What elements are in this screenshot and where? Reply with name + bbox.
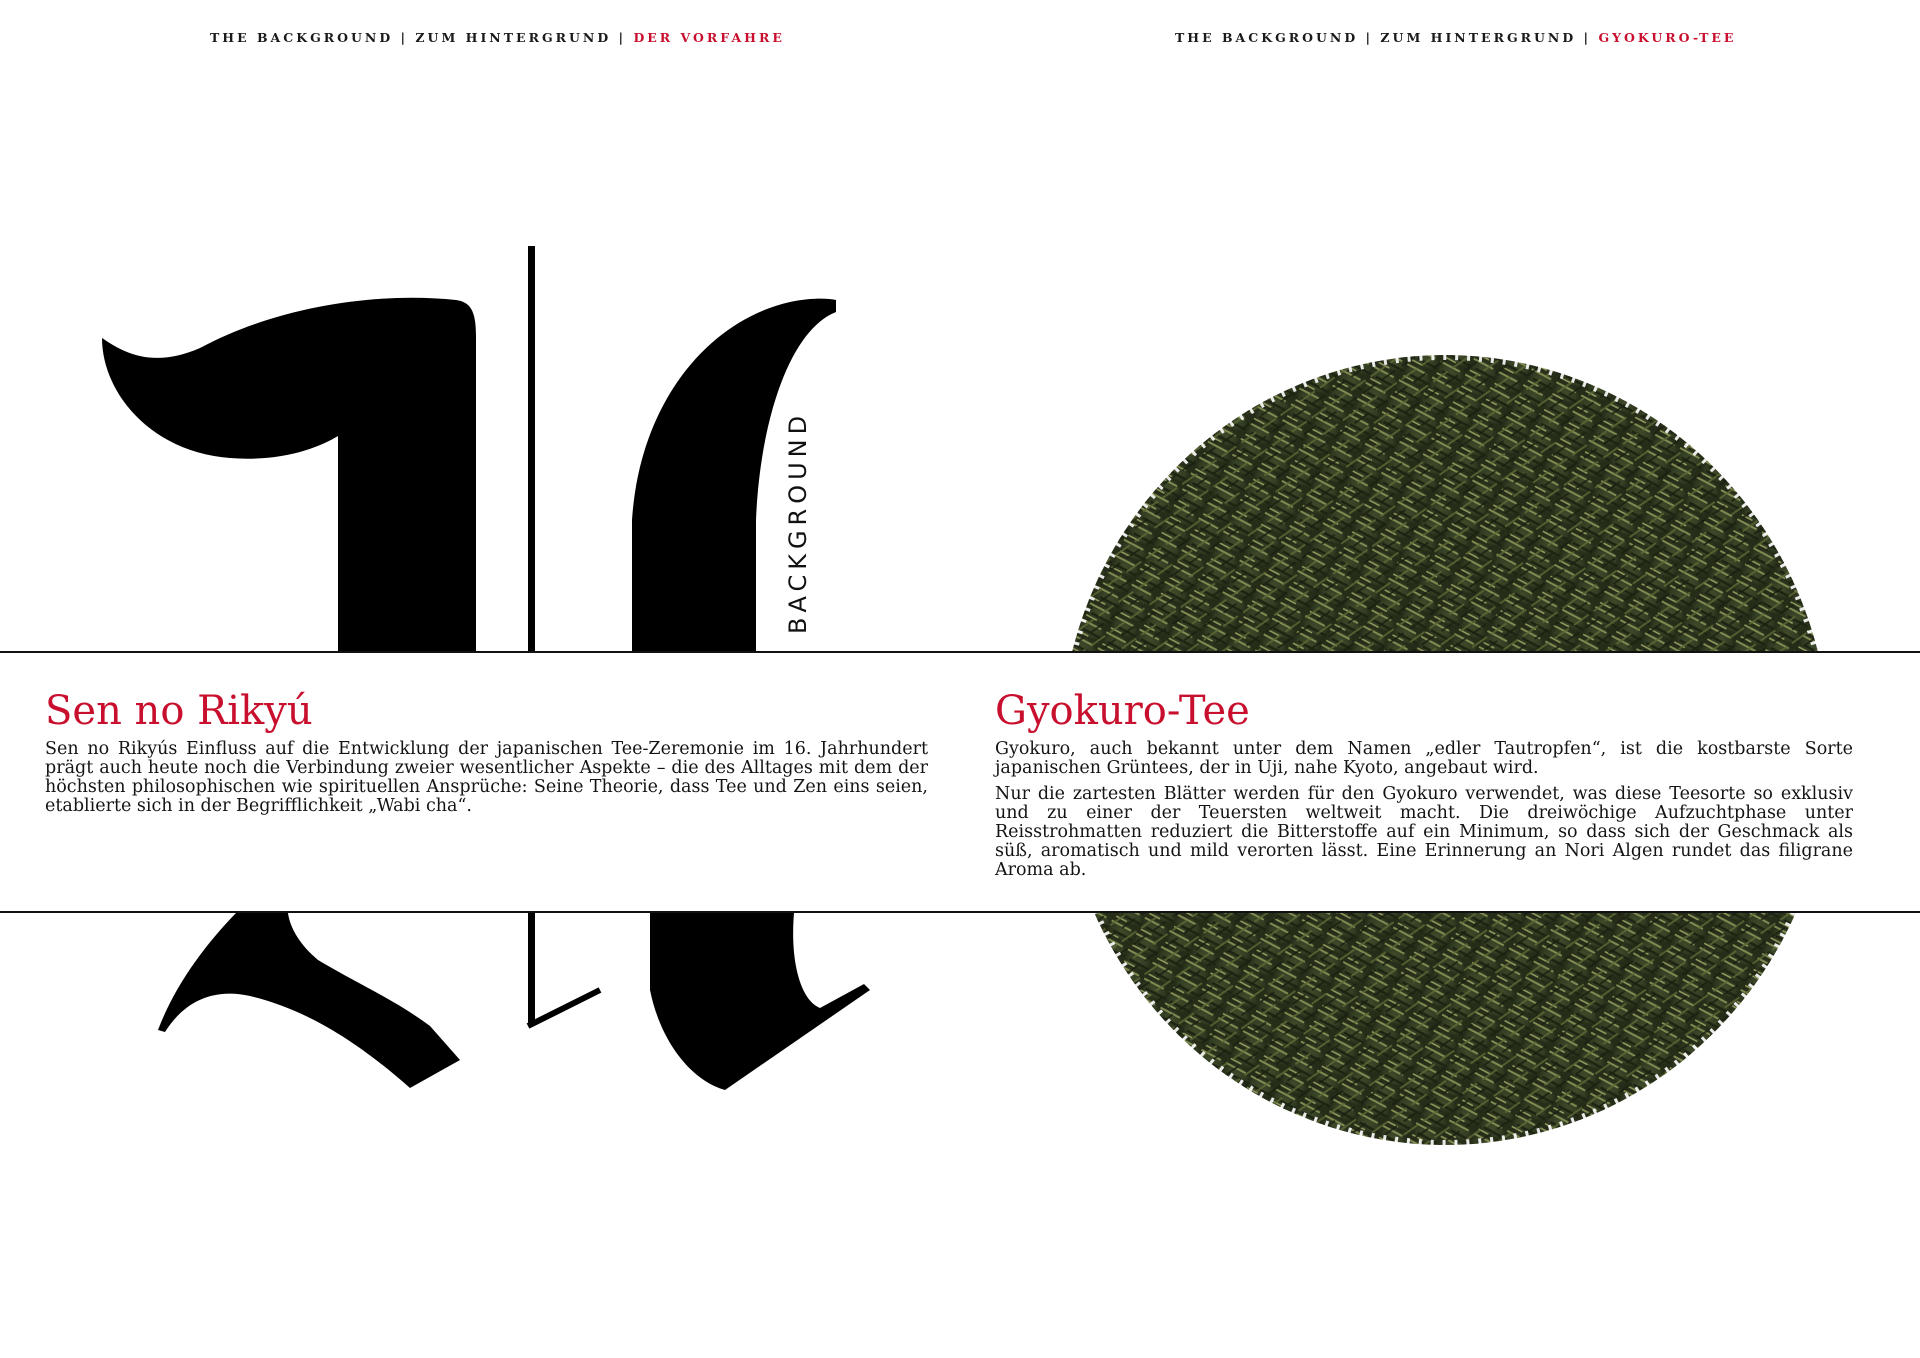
- glyph-hairline-lower: [528, 913, 535, 1025]
- running-head-topic: DER VORFAHRE: [633, 30, 785, 45]
- glyph-right-stroke-lower: [650, 913, 870, 1090]
- running-head-topic: GYOKURO-TEE: [1598, 30, 1737, 45]
- right-article-body: [995, 740, 1853, 887]
- glyph-left-stroke-upper: [102, 298, 476, 652]
- glyph-hairline: [528, 246, 535, 652]
- running-head-right: [1175, 30, 1736, 45]
- band-rule-top: [0, 651, 1920, 653]
- left-article-body: [45, 740, 928, 823]
- glyph-left-stroke-lower: [158, 913, 460, 1088]
- left-article-title: Sen no Rikyú: [45, 688, 313, 734]
- band-rule-bottom: [0, 911, 1920, 913]
- vertical-section-label: BACKGROUND: [784, 407, 812, 638]
- glyph-diagonal: [528, 990, 600, 1026]
- body-paragraph: Nur die zartesten Blätter werden für den Gyokuro verwendet, was diese Teesorte so exklusiv und zu einer der Teuersten weltweit macht. Die dreiwöchige Aufzuchtphase unter Reisstrohmatten reduziert die Bitterstoffe auf ein Minimum, so dass sich der Geschmack als süß, aromatisch und mild verorten lässt. Eine Erinnerung an Nori Algen rundet das filigrane Aroma ab.: [995, 784, 1853, 880]
- body-paragraph: Sen no Rikyús Einfluss auf die Entwicklung der japanischen Tee-Zeremonie im 16. Jahrhundert prägt auch heute noch die Verbindung zweier wesentlicher Aspekte – die des Alltages mit dem der höchsten philosophischen wie spirituellen Ansprüche: Seine Theorie, dass Tee und Zen eins seien, etablierte sich in der Begrifflichkeit „Wabi cha“.: [45, 739, 928, 816]
- running-head-section: THE BACKGROUND | ZUM HINTERGRUND |: [1175, 30, 1599, 45]
- running-head-section: THE BACKGROUND | ZUM HINTERGRUND |: [210, 30, 634, 45]
- body-paragraph: Gyokuro, auch bekannt unter dem Namen „edler Tautropfen“, ist die kostbarste Sorte japanischen Grüntees, der in Uji, nahe Kyoto, angebaut wird.: [995, 739, 1853, 778]
- decorative-blackletter-glyph: [0, 0, 900, 1120]
- right-article-title: Gyokuro-Tee: [995, 688, 1250, 734]
